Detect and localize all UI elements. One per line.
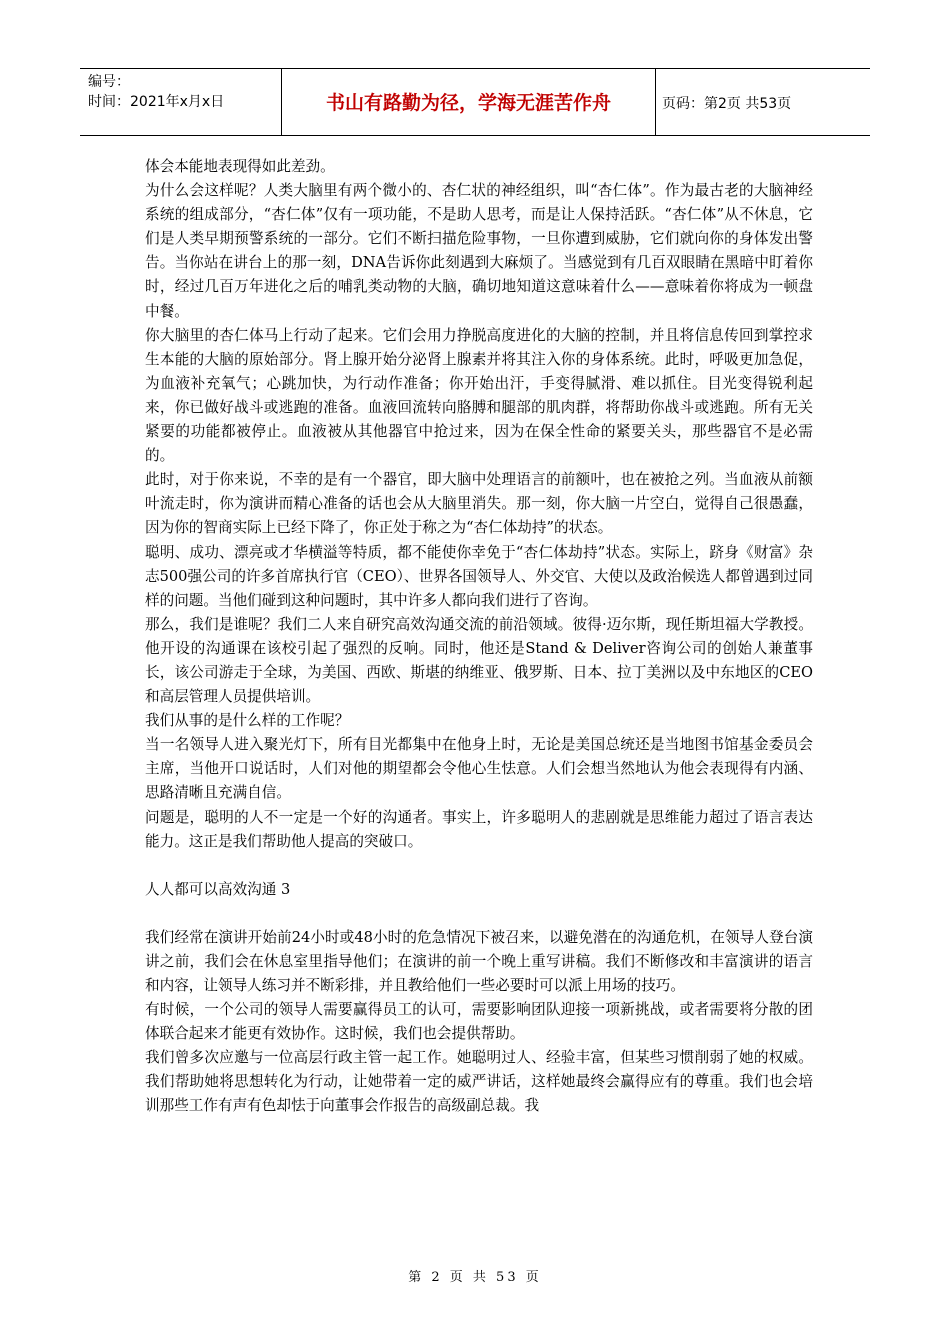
paragraph: 我们经常在演讲开始前24小时或48小时的危急情况下被召来，以避免潜在的沟通危机，在领导人登台演讲之前，我们会在休息室里指导他们；在演讲的前一个晚上重写讲稿。我们不断修改和丰富演讲的语言和内容，让领导人练习并不断彩排，并且教给他们一些必要时可以派上用场的技巧。	[145, 928, 813, 994]
paragraph: 问题是，聪明的人不一定是一个好的沟通者。事实上，许多聪明人的悲剧就是思维能力超过了语言表达能力。这正是我们帮助他人提高的突破口。	[145, 808, 813, 850]
paragraph: 那么，我们是谁呢？我们二人来自研究高效沟通交流的前沿领域。彼得·迈尔斯，现任斯坦福大学教授。他开设的沟通课在该校引起了强烈的反响。同时，他还是Stand & Deliver咨询公司的创始人兼董事长，该公司游走于全球，为美国、西欧、斯堪的纳维亚、俄罗斯、日本、拉丁美洲以及中东地区的CEO和高层管理人员提供培训。	[145, 615, 813, 706]
header-bottom-rule	[80, 135, 870, 136]
doc-number-label: 编号：	[88, 74, 130, 90]
header-divider-right	[655, 68, 656, 135]
page-footer	[0, 1266, 950, 1285]
paragraph: 为什么会这样呢？人类大脑里有两个微小的、杏仁状的神经组织，叫“杏仁体”。作为最古老的大脑神经系统的组成部分，“杏仁体”仅有一项功能，不是助人思考，而是让人保持活跃。“杏仁体”从不休息，它们是人类早期预警系统的一部分。它们不断扫描危险事物，一旦你遭到威胁，它们就向你的身体发出警告。当你站在讲台上的那一刻，DNA告诉你此刻遇到大麻烦了。当感觉到有几百双眼睛在黑暗中盯着你时，经过几百万年进化之后的哺乳类动物的大脑，确切地知道这意味着什么——意味着你将成为一顿盘中餐。	[145, 182, 813, 320]
paragraph: 此时，对于你来说，不幸的是有一个器官，即大脑中处理语言的前额叶，也在被抢之列。当血液从前额叶流走时，你为演讲而精心准备的话也会从大脑里消失。那一刻，你大脑一片空白，觉得自己很愚蠢，因为你的智商实际上已经下降了，你正处于称之为“杏仁体劫持”的状态。	[145, 471, 813, 537]
doc-time-label: 时间：2021年x月x日	[88, 94, 225, 110]
footer-page-number: 第 2 页 共 53 页	[408, 1270, 542, 1285]
header-motto: 书山有路勤为径，学海无涯苦作舟	[325, 92, 611, 114]
paragraph: 你大脑里的杏仁体马上行动了起来。它们会用力挣脱高度进化的大脑的控制，并且将信息传回到掌控求生本能的大脑的原始部分。肾上腺开始分泌肾上腺素并将其注入你的身体系统。此时，呼吸更加急促，为血液补充氧气；心跳加快，为行动作准备；你开始出汗，手变得腻滑、难以抓住。目光变得锐利起来，你已做好战斗或逃跑的准备。血液回流转向胳膊和腿部的肌肉群，将帮助你战斗或逃跑。所有无关紧要的功能都被停止。血液被从其他器官中抢过来，因为在保全性命的紧要关头，那些器官不是必需的。	[145, 326, 813, 465]
paragraph: 体会本能地表现得如此差劲。	[145, 158, 335, 175]
paragraph: 当一名领导人进入聚光灯下，所有目光都集中在他身上时，无论是美国总统还是当地图书馆基金委员会主席，当他开口说话时，人们对他的期望都会令他心生怯意。人们会想当然地认为他会表现得有内涵、思路清晰且充满自信。	[145, 736, 813, 802]
paragraph: 我们从事的是什么样的工作呢？	[145, 712, 350, 730]
paragraph: 有时候，一个公司的领导人需要赢得员工的认可，需要影响团队迎接一项新挑战，或者需要将分散的团体联合起来才能更有效协作。这时候，我们也会提供帮助。	[145, 1001, 813, 1043]
document-body	[145, 155, 813, 1119]
paragraph: 聪明、成功、漂亮或才华横溢等特质，都不能使你幸免于“杏仁体劫持”状态。实际上，跻身《财富》杂志500强公司的许多首席执行官（CEO）、世界各国领导人、外交官、大使以及政治候选人都曾遇到过同样的问题。当他们碰到这种问题时，其中许多人都向我们进行了咨询。	[145, 543, 813, 609]
header-meta	[88, 72, 278, 112]
header-top-rule	[80, 68, 870, 69]
header-page-info: 页码：第2页 共53页	[662, 96, 792, 112]
section-heading: 人人都可以高效沟通 3	[145, 880, 291, 898]
paragraph: 我们曾多次应邀与一位高层行政主管一起工作。她聪明过人、经验丰富，但某些习惯削弱了她的权威。我们帮助她将思想转化为行动，让她带着一定的威严讲话，这样她最终会赢得应有的尊重。我们也会培训那些工作有声有色却怯于向董事会作报告的高级副总裁。我	[145, 1049, 813, 1115]
